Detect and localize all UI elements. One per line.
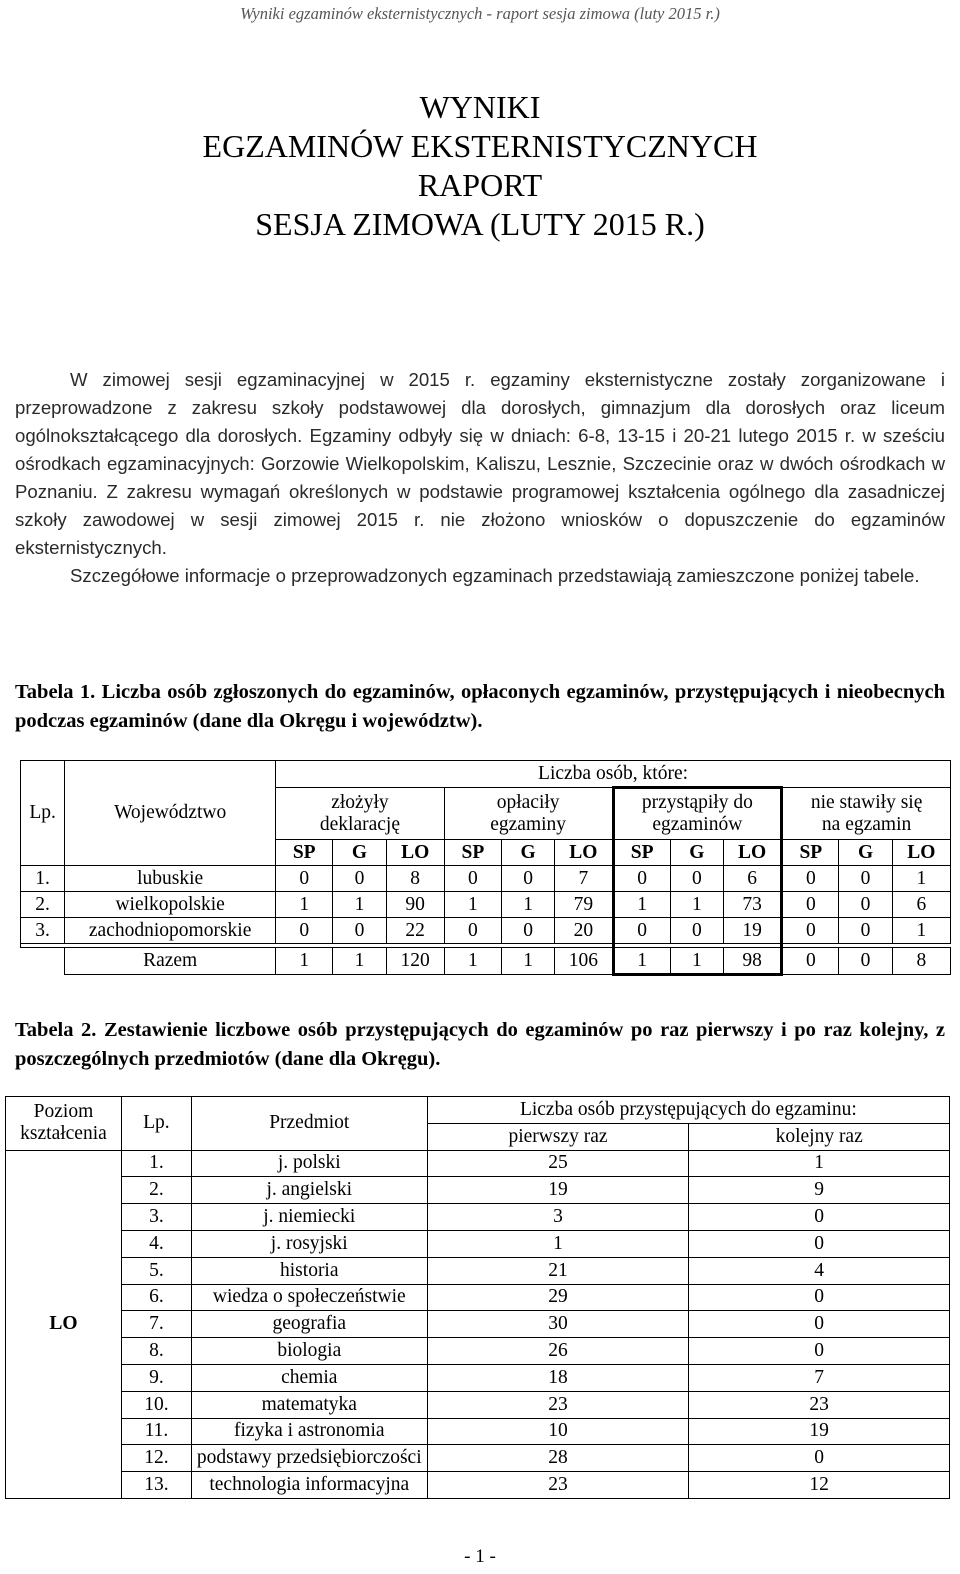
table2-cell-lp: 13. — [121, 1472, 191, 1499]
table2-cell-next: 12 — [689, 1472, 950, 1499]
table2-row — [6, 1204, 950, 1231]
table1-cell-region: lubuskie — [65, 866, 276, 892]
table2-cell-first: 23 — [427, 1472, 689, 1499]
table2-cell-subject: chemia — [191, 1364, 427, 1391]
table2-cell-level: LO — [6, 1150, 122, 1498]
table1-row — [21, 866, 951, 892]
table1-subcol-header: G — [670, 840, 723, 866]
table2-cell-next: 0 — [689, 1445, 950, 1472]
table1-cell-value: 0 — [782, 918, 839, 944]
document-title — [15, 88, 945, 244]
table1-total-value: 1 — [670, 948, 723, 975]
table1-cell-value: 0 — [444, 866, 501, 892]
table1-cell-region: wielkopolskie — [65, 892, 276, 918]
table1-subcol-header: SP — [782, 840, 839, 866]
table2-cell-lp: 3. — [121, 1204, 191, 1231]
table1-subcol-header: LO — [555, 840, 613, 866]
table1-total-value: 1 — [444, 948, 501, 975]
table2-cell-next: 0 — [689, 1311, 950, 1338]
table2-col-first: pierwszy raz — [427, 1123, 689, 1150]
table1-group-declared: złożyły deklarację — [276, 788, 445, 840]
table1-subcol-header: G — [839, 840, 892, 866]
table2-cell-lp: 6. — [121, 1284, 191, 1311]
table2-row — [6, 1445, 950, 1472]
table1-subcol-header: LO — [892, 840, 950, 866]
table2-cell-next: 1 — [689, 1150, 950, 1177]
table1-cell-value: 0 — [782, 866, 839, 892]
table1-cell-value: 0 — [333, 866, 386, 892]
table1-total-value: 98 — [723, 948, 781, 975]
table1-cell-value: 1 — [613, 892, 670, 918]
table1-cell-value: 8 — [386, 866, 444, 892]
table2-cell-first: 19 — [427, 1177, 689, 1204]
table1-cell-value: 1 — [276, 892, 333, 918]
table-subject-attendance — [5, 1096, 950, 1499]
table1-cell-value: 1 — [892, 918, 950, 944]
table1-total-value: 106 — [555, 948, 613, 975]
table2-row — [6, 1177, 950, 1204]
table1-subcol-header: G — [333, 840, 386, 866]
table2-row — [6, 1230, 950, 1257]
table2-col-level: Poziom kształcenia — [6, 1097, 122, 1151]
intro-paragraph-1: W zimowej sesji egzaminacyjnej w 2015 r. egzaminy eksternistyczne zostały zorganizowane i przeprowadzone z zakresu szkoły podstawowej dla dorosłych, gimnazjum dla dorosłych oraz liceum ogólnokształcącego dla dorosłych. Egzaminy odbyły się w dniach: 6-8, 13-15 i 20-21 lutego 2015 r. w sześciu ośrodkach egzaminacyjnych: Gorzowie Wielkopolskim, Kaliszu, Lesznie, Szczecinie oraz w dwóch ośrodkach w Poznaniu. Z zakresu wymagań określonych w podstawie programowej kształcenia ogólnego dla zasadniczej szkoły zawodowej w sesji zimowej 2015 r. nie złożono wniosków o dopuszczenie do egzaminów eksternistycznych. — [15, 369, 945, 558]
table1-subcol-header: SP — [444, 840, 501, 866]
table2-row — [6, 1418, 950, 1445]
table2-cell-subject: j. angielski — [191, 1177, 427, 1204]
table2-cell-subject: j. rosyjski — [191, 1230, 427, 1257]
table1-total-value: 1 — [502, 948, 555, 975]
running-header: Wyniki egzaminów eksternistycznych - raport sesja zimowa (luty 2015 r.) — [240, 4, 720, 23]
table1-cell-value: 79 — [555, 892, 613, 918]
table1-cell-value: 0 — [839, 918, 892, 944]
table1-group-paid: opłaciły egzaminy — [444, 788, 613, 840]
table1-cell-value: 1 — [502, 892, 555, 918]
table2-group-header: Liczba osób przystępujących do egzaminu: — [427, 1097, 949, 1124]
table1-cell-value: 1 — [444, 892, 501, 918]
table1-cell-value: 1 — [670, 892, 723, 918]
table1-total-value: 0 — [839, 948, 892, 975]
table1-cell-value: 0 — [333, 918, 386, 944]
title-line-4: SESJA ZIMOWA (LUTY 2015 R.) — [255, 206, 705, 242]
table1-cell-value: 22 — [386, 918, 444, 944]
table2-row — [6, 1472, 950, 1499]
table2-caption: Tabela 2. Zestawienie liczbowe osób przystępujących do egzaminów po raz pierwszy i po raz kolejny, z poszczególnych przedmiotów (dane dla Okręgu). — [15, 1019, 945, 1070]
table1-cell-lp: 1. — [21, 866, 65, 892]
table2-row — [6, 1338, 950, 1365]
table1-total-blank — [21, 948, 65, 975]
table2-cell-first: 1 — [427, 1230, 689, 1257]
table2-cell-next: 0 — [689, 1204, 950, 1231]
table1-cell-value: 6 — [892, 892, 950, 918]
table2-cell-first: 28 — [427, 1445, 689, 1472]
table1-total-label: Razem — [65, 948, 276, 975]
table1-cell-value: 7 — [555, 866, 613, 892]
table2-col-subject: Przedmiot — [191, 1097, 427, 1151]
table1-cell-value: 0 — [502, 866, 555, 892]
table2-cell-next: 0 — [689, 1284, 950, 1311]
table2-cell-lp: 2. — [121, 1177, 191, 1204]
table2-cell-lp: 9. — [121, 1364, 191, 1391]
table2-cell-next: 7 — [689, 1364, 950, 1391]
table1-cell-value: 1 — [892, 866, 950, 892]
table1-cell-value: 0 — [613, 866, 670, 892]
table2-cell-subject: j. niemiecki — [191, 1204, 427, 1231]
table2-cell-first: 26 — [427, 1338, 689, 1365]
table1-cell-value: 0 — [670, 918, 723, 944]
table2-cell-first: 10 — [427, 1418, 689, 1445]
table2-cell-subject: matematyka — [191, 1391, 427, 1418]
table2-row — [6, 1391, 950, 1418]
table1-group-attended: przystąpiły do egzaminów — [613, 788, 782, 840]
table1-cell-value: 1 — [333, 892, 386, 918]
table1-col-region: Województwo — [65, 761, 276, 866]
table1-cell-value: 0 — [444, 918, 501, 944]
table1-subcol-header: LO — [723, 840, 781, 866]
table1-cell-value: 19 — [723, 918, 781, 944]
table2-cell-next: 0 — [689, 1230, 950, 1257]
table1-cell-value: 0 — [782, 892, 839, 918]
title-line-1: WYNIKI — [419, 89, 541, 125]
table2-cell-lp: 1. — [121, 1150, 191, 1177]
table2-cell-first: 23 — [427, 1391, 689, 1418]
table1-header-row-1 — [21, 761, 951, 788]
table2-cell-subject: j. polski — [191, 1150, 427, 1177]
table1-group-header: Liczba osób, które: — [276, 761, 951, 788]
table2-cell-lp: 5. — [121, 1257, 191, 1284]
table2-cell-lp: 7. — [121, 1311, 191, 1338]
table1-subcol-header: LO — [386, 840, 444, 866]
table1-cell-value: 6 — [723, 866, 781, 892]
table2-cell-subject: historia — [191, 1257, 427, 1284]
table1-cell-lp: 2. — [21, 892, 65, 918]
table2-cell-subject: biologia — [191, 1338, 427, 1365]
table1-cell-value: 73 — [723, 892, 781, 918]
table1-col-lp: Lp. — [21, 761, 65, 866]
table2-cell-first: 29 — [427, 1284, 689, 1311]
table2-row — [6, 1311, 950, 1338]
table2-row — [6, 1284, 950, 1311]
table2-cell-subject: wiedza o społeczeństwie — [191, 1284, 427, 1311]
table1-cell-region: zachodniopomorskie — [65, 918, 276, 944]
table1-cell-value: 0 — [839, 892, 892, 918]
table2-cell-next: 9 — [689, 1177, 950, 1204]
table2-cell-subject: geografia — [191, 1311, 427, 1338]
table1-cell-value: 90 — [386, 892, 444, 918]
table2-cell-first: 3 — [427, 1204, 689, 1231]
table1-total-value: 1 — [276, 948, 333, 975]
table2-header-row-1 — [6, 1097, 950, 1124]
table1-total-value: 0 — [782, 948, 839, 975]
table2-row — [6, 1257, 950, 1284]
table1-cell-value: 0 — [276, 918, 333, 944]
table1-cell-value: 0 — [502, 918, 555, 944]
table1-subcol-header: SP — [276, 840, 333, 866]
table-exam-registrations — [20, 760, 951, 976]
table1-total-value: 120 — [386, 948, 444, 975]
table2-cell-first: 30 — [427, 1311, 689, 1338]
table2-col-lp: Lp. — [121, 1097, 191, 1151]
table1-cell-lp: 3. — [21, 918, 65, 944]
table1-subcol-header: G — [502, 840, 555, 866]
table2-cell-lp: 10. — [121, 1391, 191, 1418]
table2-cell-lp: 11. — [121, 1418, 191, 1445]
table1-cell-value: 0 — [276, 866, 333, 892]
table2-cell-first: 25 — [427, 1150, 689, 1177]
table2-cell-next: 23 — [689, 1391, 950, 1418]
table1-total-value: 8 — [892, 948, 950, 975]
table2-cell-next: 4 — [689, 1257, 950, 1284]
title-line-2: EGZAMINÓW EKSTERNISTYCZNYCH — [202, 128, 758, 164]
table1-total-value: 1 — [333, 948, 386, 975]
table2-cell-next: 0 — [689, 1338, 950, 1365]
page-number: - 1 - — [464, 1546, 496, 1567]
table2-cell-lp: 8. — [121, 1338, 191, 1365]
table2-cell-first: 18 — [427, 1364, 689, 1391]
table1-caption: Tabela 1. Liczba osób zgłoszonych do egzaminów, opłaconych egzaminów, przystępujących i nieobecnych podczas egzaminów (dane dla Okręgu i województw). — [15, 681, 945, 732]
title-line-3: RAPORT — [417, 167, 543, 203]
table1-group-absent: nie stawiły się na egzamin — [782, 788, 951, 840]
table2-row — [6, 1364, 950, 1391]
intro-text — [15, 366, 945, 590]
table2-cell-next: 19 — [689, 1418, 950, 1445]
table2-col-next: kolejny raz — [689, 1123, 950, 1150]
table2-cell-subject: fizyka i astronomia — [191, 1418, 427, 1445]
table1-cell-value: 0 — [613, 918, 670, 944]
table1-cell-value: 0 — [670, 866, 723, 892]
table1-row — [21, 892, 951, 918]
table1-cell-value: 0 — [839, 866, 892, 892]
table2-row — [6, 1150, 950, 1177]
table2-cell-subject: technologia informacyjna — [191, 1472, 427, 1499]
table1-total-value: 1 — [613, 948, 670, 975]
table1-cell-value: 20 — [555, 918, 613, 944]
table1-subcol-header: SP — [613, 840, 670, 866]
table2-cell-lp: 12. — [121, 1445, 191, 1472]
table2-cell-first: 21 — [427, 1257, 689, 1284]
intro-paragraph-2: Szczegółowe informacje o przeprowadzonych egzaminach przedstawiają zamieszczone poniżej tabele. — [70, 565, 920, 586]
table1-row — [21, 918, 951, 944]
table2-cell-subject: podstawy przedsiębiorczości — [191, 1445, 427, 1472]
table1-total-row — [21, 948, 951, 975]
table2-cell-lp: 4. — [121, 1230, 191, 1257]
